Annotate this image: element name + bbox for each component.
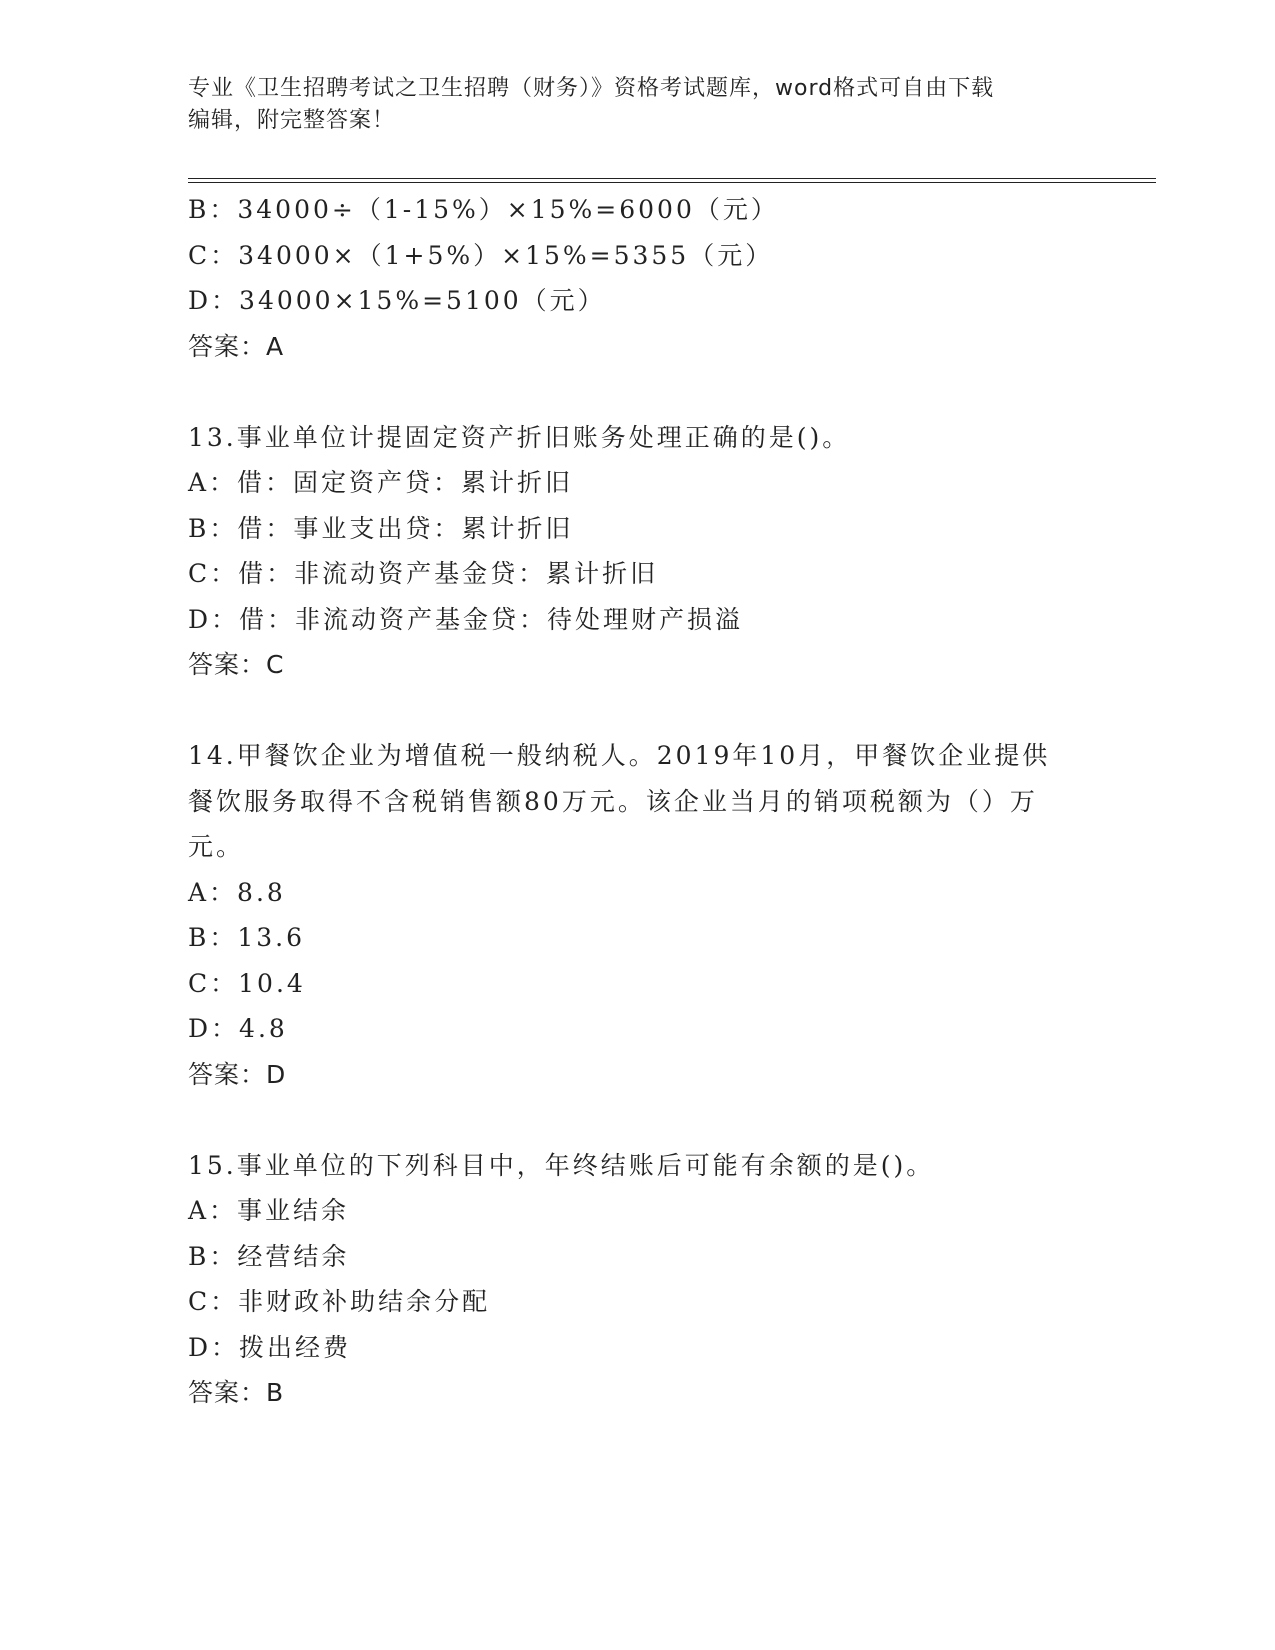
option-a: A：借：固定资产贷：累计折旧 <box>188 468 574 497</box>
question-block-13 <box>188 415 1088 688</box>
spacer <box>188 1097 1088 1143</box>
option-b: B：34000÷（1-15%）×15%=6000（元） <box>188 195 779 224</box>
option-b: B：经营结余 <box>188 1241 350 1271</box>
spacer <box>188 688 1088 734</box>
question-stem-line-2: 餐饮服务取得不含税销售额80万元。该企业当月的销项税额为（）万 <box>188 786 1038 816</box>
option-b: B：13.6 <box>188 923 306 952</box>
document-header <box>188 73 1088 137</box>
answer-line: 答案：D <box>188 1059 287 1089</box>
question-stem-line-3: 元。 <box>188 832 245 861</box>
option-c: C：借：非流动资产基金贷：累计折旧 <box>188 559 659 588</box>
option-d: D：拨出经费 <box>188 1332 352 1362</box>
spacer <box>188 369 1088 415</box>
option-d: D：借：非流动资产基金贷：待处理财产损溢 <box>188 604 744 634</box>
header-line-1: 专业《卫生招聘考试之卫生招聘（财务）》资格考试题库，word格式可自由下载 <box>188 76 995 101</box>
question-block-15 <box>188 1143 1088 1416</box>
question-block-14 <box>188 733 1088 1097</box>
question-list <box>188 187 1088 1416</box>
option-c: C：非财政补助结余分配 <box>188 1287 491 1316</box>
option-a: A：事业结余 <box>188 1196 350 1225</box>
option-d: D：34000×15%=5100（元） <box>188 286 606 315</box>
answer-line: 答案：A <box>188 331 285 361</box>
answer-line: 答案：C <box>188 650 285 679</box>
option-a: A：8.8 <box>188 877 286 907</box>
question-stem: 13.事业单位计提固定资产折旧账务处理正确的是()。 <box>188 422 851 452</box>
question-stem-line-1: 14.甲餐饮企业为增值税一般纳税人。2019年10月，甲餐饮企业提供 <box>188 741 1051 770</box>
answer-line: 答案：B <box>188 1378 285 1407</box>
option-c: C：10.4 <box>188 968 306 998</box>
header-line-2: 编辑，附完整答案！ <box>188 108 396 133</box>
question-stem: 15.事业单位的下列科目中，年终结账后可能有余额的是()。 <box>188 1150 935 1180</box>
header-divider <box>188 178 1156 183</box>
question-block-prev <box>188 187 1088 369</box>
option-c: C：34000×（1+5%）×15%=5355（元） <box>188 240 774 270</box>
option-b: B：借：事业支出贷：累计折旧 <box>188 513 574 543</box>
option-d: D：4.8 <box>188 1014 288 1043</box>
